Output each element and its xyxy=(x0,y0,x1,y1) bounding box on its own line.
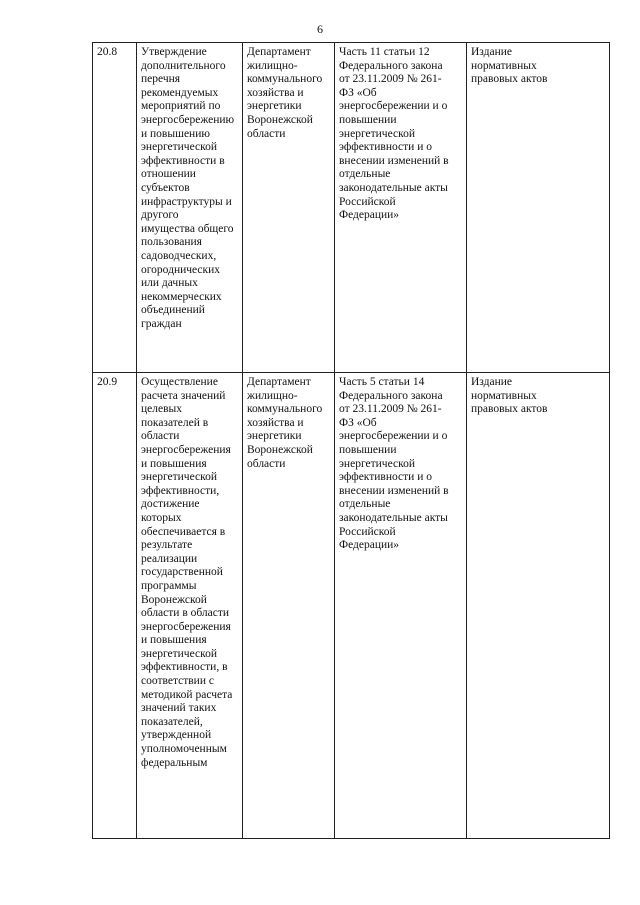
measure-line: государственной xyxy=(141,566,223,579)
measure-line: имущества общего xyxy=(141,222,234,235)
measures-table xyxy=(92,42,610,839)
measure-line: граждан xyxy=(141,317,182,330)
measure-line: области в области xyxy=(141,607,230,620)
executor-line: Департамент xyxy=(247,376,311,388)
measure-line: расчета значений xyxy=(141,389,226,402)
legal-basis-line: ФЗ «Об xyxy=(339,416,377,429)
legal-basis-line: Федерального закона xyxy=(339,59,443,72)
executor-line: коммунального xyxy=(247,403,323,416)
executor-line: жилищно- xyxy=(247,59,298,72)
legal-basis-cell xyxy=(335,373,467,839)
measure-line: показателей в xyxy=(141,416,209,429)
executor-line: хозяйства и xyxy=(247,86,304,99)
row-number: 20.9 xyxy=(97,376,118,388)
measure-line: перечня xyxy=(141,73,181,86)
legal-basis-line: энергосбережении и о xyxy=(339,430,448,443)
legal-basis-line: от 23.11.2009 № 261- xyxy=(339,403,442,416)
legal-basis-line: Федерации» xyxy=(339,539,400,552)
measure-line: объединений xyxy=(141,304,205,317)
measure-line: области xyxy=(141,430,180,443)
row-number-cell xyxy=(93,43,137,373)
measure-line: утвержденной xyxy=(141,729,212,742)
table-row xyxy=(93,43,610,373)
legal-basis-line: повышении xyxy=(339,443,397,456)
measure-line: некоммерческих xyxy=(141,290,222,303)
legal-basis-line: Российской xyxy=(339,195,396,208)
measure-line: эффективности, в xyxy=(141,661,228,674)
measure-line: федеральным xyxy=(141,756,208,769)
measure-cell xyxy=(137,43,243,373)
legal-basis-line: внесении изменений в xyxy=(339,484,449,497)
measure-line: целевых xyxy=(141,403,183,416)
measure-line: результате xyxy=(141,539,193,552)
measure-line: энергосбережения xyxy=(141,620,231,633)
measure-line: мероприятий по xyxy=(141,100,221,113)
measure-line: инфраструктуры и xyxy=(141,195,232,208)
measure-line: уполномоченным xyxy=(141,743,227,756)
measure-line: обеспечивается в xyxy=(141,525,226,538)
measure-line: эффективности в xyxy=(141,154,225,167)
legal-basis-line: повышении xyxy=(339,113,397,126)
measure-line: другого xyxy=(141,209,179,222)
measure-line: субъектов xyxy=(141,181,190,194)
measure-line: эффективности, xyxy=(141,484,220,497)
measure-line: значений таких xyxy=(141,702,217,715)
row-number: 20.8 xyxy=(97,46,118,58)
legal-basis-line: эффективности и о xyxy=(339,141,432,154)
measure-line: рекомендуемых xyxy=(141,86,219,99)
measure-line: соответствии с xyxy=(141,675,214,688)
executor-line: области xyxy=(247,457,286,470)
measure-line: и повышения xyxy=(141,457,207,470)
measure-line: которых xyxy=(141,511,182,524)
measure-line: энергосбережению xyxy=(141,113,235,126)
measure-line: энергетической xyxy=(141,141,217,154)
result-cell xyxy=(467,373,610,839)
legal-basis-cell xyxy=(335,43,467,373)
legal-basis-line: эффективности и о xyxy=(339,471,432,484)
measure-line: показателей, xyxy=(141,715,203,728)
legal-basis-line: законодательные акты xyxy=(339,181,448,194)
legal-basis-line: Часть 5 статьи 14 xyxy=(339,376,425,388)
measure-line: дополнительного xyxy=(141,59,226,72)
executor-line: хозяйства и xyxy=(247,416,304,429)
measure-line: методикой расчета xyxy=(141,688,233,701)
legal-basis-line: энергетической xyxy=(339,127,415,140)
measure-line: реализации xyxy=(141,552,198,565)
row-number-cell xyxy=(93,373,137,839)
measure-line: и повышения xyxy=(141,634,207,647)
executor-line: области xyxy=(247,127,286,140)
legal-basis-line: отдельные xyxy=(339,168,391,181)
executor-cell xyxy=(243,43,335,373)
measure-line: программы xyxy=(141,579,197,592)
measure-line: Осуществление xyxy=(141,376,218,388)
measure-line: огороднических xyxy=(141,263,221,276)
measure-cell xyxy=(137,373,243,839)
executor-line: Воронежской xyxy=(247,443,313,456)
result-line: правовых актов xyxy=(471,73,548,86)
legal-basis-line: энергетической xyxy=(339,457,415,470)
table-row xyxy=(93,373,610,839)
legal-basis-line: отдельные xyxy=(339,498,391,511)
executor-line: энергетики xyxy=(247,100,302,113)
result-line: нормативных xyxy=(471,389,537,402)
legal-basis-line: Федерации» xyxy=(339,209,400,222)
executor-cell xyxy=(243,373,335,839)
result-line: правовых актов xyxy=(471,403,548,416)
legal-basis-line: энергосбережении и о xyxy=(339,100,448,113)
legal-basis-line: законодательные акты xyxy=(339,511,448,524)
executor-line: Департамент xyxy=(247,46,311,58)
result-line: нормативных xyxy=(471,59,537,72)
executor-line: жилищно- xyxy=(247,389,298,402)
measure-line: пользования xyxy=(141,236,202,249)
measure-line: отношении xyxy=(141,168,196,181)
legal-basis-line: от 23.11.2009 № 261- xyxy=(339,73,442,86)
page-number: 6 xyxy=(317,22,323,36)
legal-basis-line: внесении изменений в xyxy=(339,154,449,167)
measure-line: или дачных xyxy=(141,277,198,290)
measure-line: энергосбережения xyxy=(141,443,231,456)
executor-line: энергетики xyxy=(247,430,302,443)
measure-line: Утверждение xyxy=(141,46,207,58)
result-cell xyxy=(467,43,610,373)
legal-basis-line: ФЗ «Об xyxy=(339,86,377,99)
measure-line: и повышению xyxy=(141,127,210,140)
measure-line: энергетической xyxy=(141,647,217,660)
measure-line: Воронежской xyxy=(141,593,207,606)
result-line: Издание xyxy=(471,376,513,388)
measure-line: садоводческих, xyxy=(141,249,217,262)
executor-line: коммунального xyxy=(247,73,323,86)
legal-basis-line: Часть 11 статьи 12 xyxy=(339,46,430,58)
measure-line: достижение xyxy=(141,498,200,511)
legal-basis-line: Российской xyxy=(339,525,396,538)
measure-line: энергетической xyxy=(141,471,217,484)
legal-basis-line: Федерального закона xyxy=(339,389,443,402)
executor-line: Воронежской xyxy=(247,113,313,126)
result-line: Издание xyxy=(471,46,513,58)
